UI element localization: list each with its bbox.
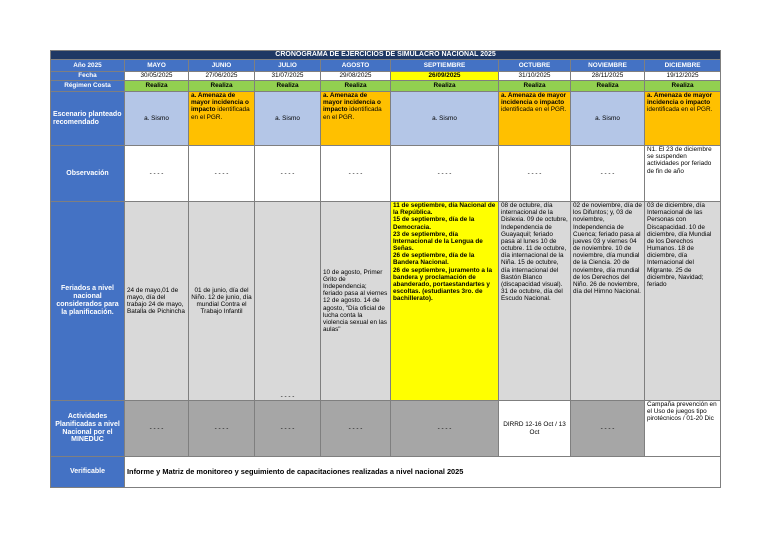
feriado-agosto: 10 de agosto, Primer Grito de Independencia; feriado pasa al viernes 12 de agosto. 14 de agosto, "Día oficial de lucha conta la violencia sexual en las aulas" xyxy=(321,202,391,401)
actividades-label: Actividades Planificadas a nivel Nacional por el MINEDUC xyxy=(51,401,125,457)
feriado-julio: - - - - xyxy=(255,202,321,401)
feriado-septiembre xyxy=(391,202,499,401)
observacion-cell: - - - - xyxy=(391,146,499,202)
feriado-septiembre-item: 26 de septiembre, juramento a la bandera y proclamación de abanderado, portaestandartes y escoltas. (estudiantes 3ro. de bachillerato). xyxy=(393,266,493,303)
amenaza-rest-text: identificada en el PGR. xyxy=(501,106,567,114)
escenario-row xyxy=(51,92,721,146)
observacion-cell: - - - - xyxy=(321,146,391,202)
date-cell: 28/11/2025 xyxy=(571,72,645,81)
date-cell-highlighted: 26/09/2025 xyxy=(391,72,499,81)
observacion-cell: - - - - xyxy=(571,146,645,202)
feriado-septiembre-item: 26 de septiembre, día de la Bandera Nacional. xyxy=(393,252,475,267)
actividad-cell: - - - - xyxy=(125,401,189,457)
actividades-row xyxy=(51,401,721,457)
month-header: MAYO xyxy=(125,60,189,72)
feriado-noviembre: 02 de noviembre, día de los Difuntos; y, 03 de noviembre, Independencia de Cuenca; feriado pasa al jueves 03 y viernes 04 de noviembre. 10 de noviembre, día mundial de la Ciencia. 20 de noviembre, día mundial de los Derechos del Niño. 26 de noviembre, día del Himno Nacional. xyxy=(571,202,645,401)
amenaza-bold-text: a. Amenaza de mayor incidencia o impacto xyxy=(323,92,381,114)
realiza-cell: Realiza xyxy=(499,81,571,92)
sismo-cell: a. Sismo xyxy=(255,92,321,146)
month-header: AGOSTO xyxy=(321,60,391,72)
fecha-label: Fecha xyxy=(51,72,125,81)
month-header: NOVIEMBRE xyxy=(571,60,645,72)
month-header: SEPTIEMBRE xyxy=(391,60,499,72)
amenaza-cell xyxy=(189,92,255,146)
actividad-cell: - - - - xyxy=(571,401,645,457)
feriado-junio: 01 de junio, día del Niño. 12 de junio, día mundial Contra el Trabajo Infantil xyxy=(189,202,255,401)
date-cell: 31/10/2025 xyxy=(499,72,571,81)
realiza-cell: Realiza xyxy=(571,81,645,92)
realiza-cell: Realiza xyxy=(125,81,189,92)
date-cell: 19/12/2025 xyxy=(645,72,721,81)
date-cell: 27/06/2025 xyxy=(189,72,255,81)
regimen-label: Régimen Costa xyxy=(51,81,125,92)
amenaza-bold-text: a. Amenaza de mayor incidencia o impacto xyxy=(647,92,713,107)
realiza-cell: Realiza xyxy=(391,81,499,92)
actividad-cell: - - - - xyxy=(189,401,255,457)
simulacro-schedule-table xyxy=(50,50,721,488)
month-header: OCTUBRE xyxy=(499,60,571,72)
feriado-mayo: 24 de mayo,01 de mayo, día del trabajo 24 de mayo, Batalla de Pichincha xyxy=(125,202,189,401)
month-header-row xyxy=(51,60,721,72)
feriado-septiembre-item: 11 de septiembre, día Nacional de la República. xyxy=(393,202,496,217)
sismo-cell: a. Sismo xyxy=(125,92,189,146)
date-cell: 31/07/2025 xyxy=(255,72,321,81)
feriado-octubre: 08 de octubre, día internacional de la Dislexia. 09 de octubre, Independencia de Guayaquil; feriado pasa al lunes 10 de octubre. 11 de octubre, día internacional de la Niña. 15 de octubre, día internacional del Bastón Blanco (discapacidad visual). 31 de octubre, día del Escudo Nacional. xyxy=(499,202,571,401)
actividad-octubre: DIRRD 12-16 Oct / 13 Oct xyxy=(499,401,571,457)
feriados-row xyxy=(51,202,721,401)
date-cell: 29/08/2025 xyxy=(321,72,391,81)
observacion-cell: - - - - xyxy=(125,146,189,202)
amenaza-rest-text: identificada en el PGR. xyxy=(647,106,713,114)
verificable-label: Verificable xyxy=(51,457,125,488)
observacion-label: Observación xyxy=(51,146,125,202)
feriado-diciembre: 03 de diciembre, día Internacional de las Personas con Discapacidad. 10 de diciembre, día Mundial de los Derechos Humanos. 18 de diciembre, día Internacional del Migrante. 25 de diciembre, Navidad; feriado xyxy=(645,202,721,401)
feriado-septiembre-item: 15 de septiembre, día de la Democracia. xyxy=(393,216,475,231)
actividad-diciembre: Campaña prevención en el Uso de juegos tipo pirotécnicos / 01-20 Dic xyxy=(645,401,721,457)
verificable-text: Informe y Matriz de monitoreo y seguimiento de capacitaciones realizadas a nivel nacional 2025 xyxy=(125,457,721,488)
realiza-cell: Realiza xyxy=(255,81,321,92)
amenaza-rest-text: identificada en el PGR. xyxy=(323,106,382,121)
actividad-cell: - - - - xyxy=(255,401,321,457)
schedule-title: CRONOGRAMA DE EJERCICIOS DE SIMULACRO NACIONAL 2025 xyxy=(51,51,721,60)
date-cell: 30/05/2025 xyxy=(125,72,189,81)
month-header: DICIEMBRE xyxy=(645,60,721,72)
feriados-label: Feriados a nivel nacional considerados para la planificación. xyxy=(51,202,125,401)
month-header: JUNIO xyxy=(189,60,255,72)
regimen-row xyxy=(51,81,721,92)
observacion-cell: - - - - xyxy=(499,146,571,202)
actividad-cell: - - - - xyxy=(321,401,391,457)
escenario-label: Escenario planteado recomendado xyxy=(51,92,125,146)
actividad-cell: - - - - xyxy=(391,401,499,457)
feriado-septiembre-item: 23 de septiembre, día Internacional de la Lengua de Señas. xyxy=(393,230,483,253)
verificable-row xyxy=(51,457,721,488)
observacion-cell: - - - - xyxy=(189,146,255,202)
observacion-row xyxy=(51,146,721,202)
year-label: Año 2025 xyxy=(51,60,125,72)
amenaza-cell xyxy=(645,92,721,146)
fecha-row xyxy=(51,72,721,81)
month-header: JULIO xyxy=(255,60,321,72)
amenaza-cell xyxy=(321,92,391,146)
realiza-cell: Realiza xyxy=(189,81,255,92)
amenaza-bold-text: a. Amenaza de mayor incidencia o impacto xyxy=(191,92,249,114)
sismo-cell: a. Sismo xyxy=(571,92,645,146)
amenaza-rest-text: identificada en el PGR. xyxy=(191,106,250,121)
sismo-cell: a. Sismo xyxy=(391,92,499,146)
amenaza-cell xyxy=(499,92,571,146)
realiza-cell: Realiza xyxy=(645,81,721,92)
realiza-cell: Realiza xyxy=(321,81,391,92)
amenaza-bold-text: a. Amenaza de mayor incidencia o impacto xyxy=(501,92,567,107)
observacion-diciembre-note: N1. El 23 de diciembre se suspenden actividades por feriado de fin de año xyxy=(645,146,721,202)
observacion-cell: - - - - xyxy=(255,146,321,202)
